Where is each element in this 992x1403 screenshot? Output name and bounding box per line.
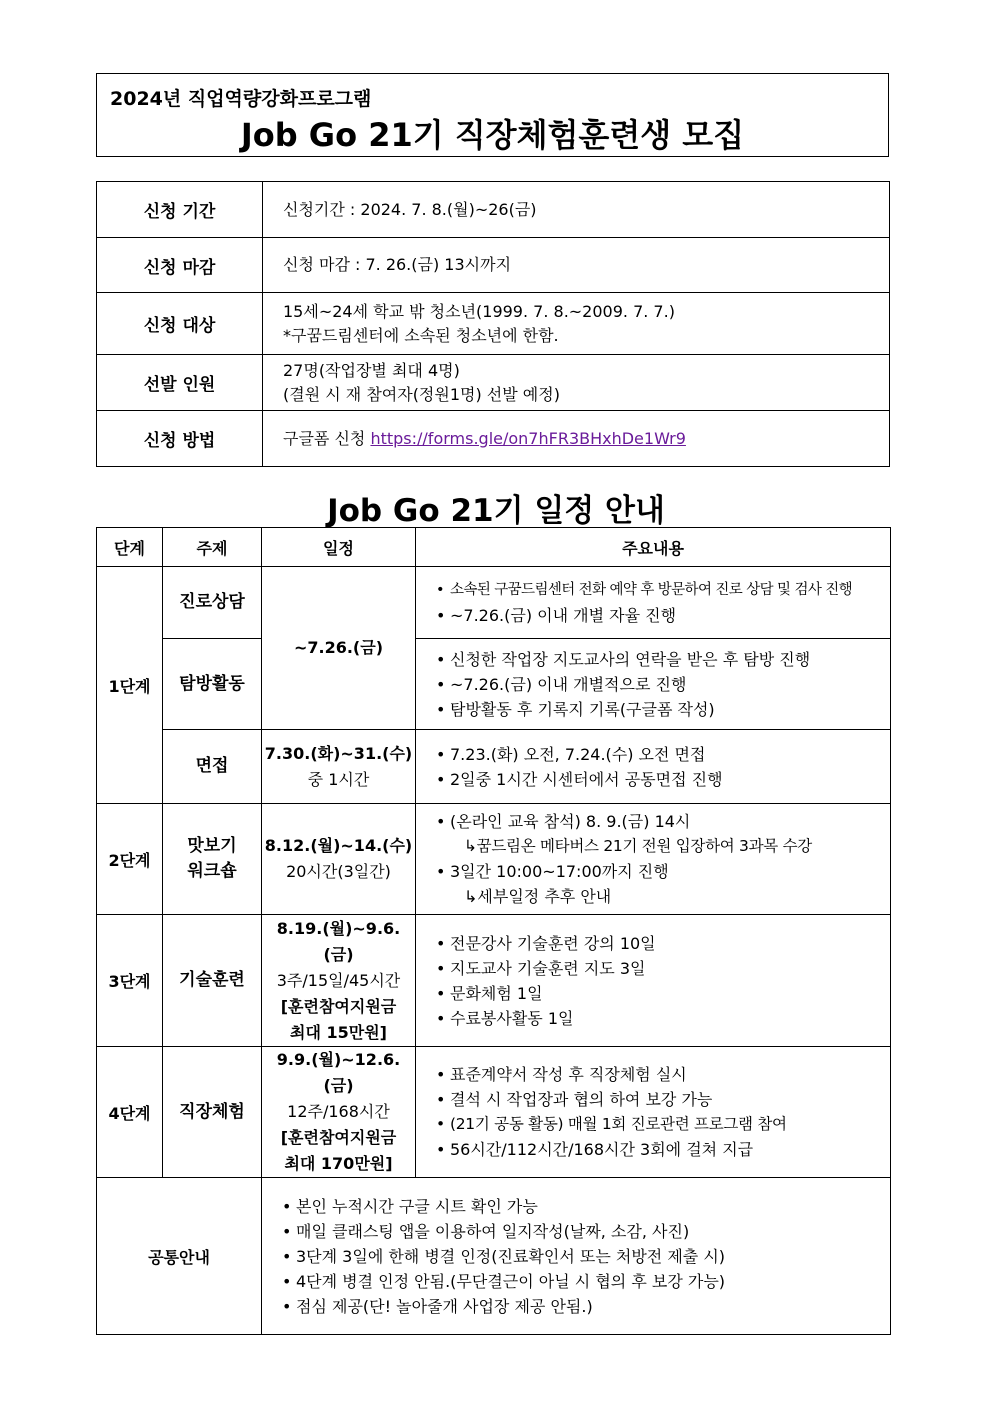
info-value: 15세~24세 학교 밖 청소년(1999. 7. 8.~2009. 7. 7.) *구꿈드림센터에 소속된 청소년에 한함. (263, 293, 890, 355)
schedule-date: 7.30.(화)~31.(수) 중 1시간 (262, 730, 416, 804)
list-item: • 점심 제공(단! 놀아줄개 사업장 제공 안됨.) (282, 1294, 890, 1319)
schedule-header-row (97, 528, 891, 567)
table-row (97, 730, 891, 804)
schedule-date: ~7.26.(금) (262, 567, 416, 730)
content-cell (416, 730, 891, 804)
content-cell (416, 915, 891, 1047)
content-cell (416, 639, 891, 730)
list-item: • 3단계 3일에 한해 병결 인정(진료확인서 또는 처방전 제출 시) (282, 1244, 890, 1269)
list-item: • 결석 시 작업장과 협의 하여 보강 가능 (436, 1087, 890, 1112)
list-item: • 4단계 병결 인정 안됨.(무단결근이 아닐 시 협의 후 보강 가능) (282, 1269, 890, 1294)
list-item: • 탐방활동 후 기록지 기록(구글폼 작성) (436, 697, 890, 722)
list-item: • 수료봉사활동 1일 (436, 1006, 890, 1031)
content-cell (416, 804, 891, 915)
topic-label: 맛보기 워크숍 (163, 804, 262, 915)
list-item: • 소속된 구꿈드림센터 전화 예약 후 방문하여 진로 상담 및 검사 진행 (436, 578, 890, 603)
info-row-count (97, 355, 890, 411)
info-key: 신청 대상 (97, 293, 263, 355)
content-cell (416, 567, 891, 639)
info-key: 신청 방법 (97, 411, 263, 467)
list-item: • 표준계약서 작성 후 직장체험 실시 (436, 1062, 890, 1087)
schedule-date: 8.19.(월)~9.6.(금) 3주/15일/45시간 [훈련참여지원금 최대 15만원] (262, 915, 416, 1047)
header-topic: 주제 (163, 528, 262, 567)
table-row (97, 915, 891, 1047)
content-cell (416, 1047, 891, 1178)
schedule-date: 9.9.(월)~12.6.(금) 12주/168시간 [훈련참여지원금 최대 170만원] (262, 1047, 416, 1178)
info-key: 선발 인원 (97, 355, 263, 411)
schedule-title: Job Go 21기 일정 안내 (327, 493, 665, 529)
topic-label: 탐방활동 (163, 639, 262, 730)
list-item: • 전문강사 기술훈련 강의 10일 (436, 931, 890, 956)
info-key: 신청 마감 (97, 238, 263, 293)
info-value: 신청기간 : 2024. 7. 8.(월)~26(금) (263, 182, 890, 238)
info-row-deadline (97, 238, 890, 293)
document-subtitle: 2024년 직업역량강화프로그램 (110, 88, 372, 110)
topic-label: 기술훈련 (163, 915, 262, 1047)
list-item: • 7.23.(화) 오전, 7.24.(수) 오전 면접 (436, 742, 890, 767)
google-form-link[interactable]: https://forms.gle/on7hFR3BHxhDe1Wr9 (370, 428, 686, 448)
list-item: • 지도교사 기술훈련 지도 3일 (436, 956, 890, 981)
list-item: • ~7.26.(금) 이내 개별적으로 진행 (436, 672, 890, 697)
content-cell (262, 1178, 891, 1335)
list-item: • 문화체험 1일 (436, 981, 890, 1006)
info-value: 27명(작업장별 최대 4명) (결원 시 재 참여자(정원1명) 선발 예정) (263, 355, 890, 411)
list-item: • 본인 누적시간 구글 시트 확인 가능 (282, 1194, 890, 1219)
application-info-table (96, 181, 890, 467)
topic-label: 진로상담 (163, 567, 262, 639)
list-item: • 신청한 작업장 지도교사의 연락을 받은 후 탐방 진행 (436, 647, 890, 672)
info-value: 신청 마감 : 7. 26.(금) 13시까지 (263, 238, 890, 293)
list-item: • (21기 공동 활동) 매월 1회 진로관련 프로그램 참여 (436, 1112, 890, 1137)
list-item: ↳꿈드림온 메타버스 21기 전원 입장하여 3과목 수강 (464, 837, 812, 855)
header-stage: 단계 (97, 528, 163, 567)
list-item: • 2일중 1시간 시센터에서 공동면접 진행 (436, 767, 890, 792)
table-row (97, 804, 891, 915)
table-row (97, 639, 891, 730)
table-row (97, 1178, 891, 1335)
title-box (96, 73, 889, 157)
info-value: 구글폼 신청 https://forms.gle/on7hFR3BHxhDe1Wr9 (263, 411, 890, 467)
header-content: 주요내용 (416, 528, 891, 567)
list-item: • ~7.26.(금) 이내 개별 자율 진행 (436, 603, 890, 628)
stage-label: 2단계 (97, 804, 163, 915)
topic-label: 면접 (163, 730, 262, 804)
table-row (97, 567, 891, 639)
list-item: • 56시간/112시간/168시간 3회에 걸쳐 지급 (436, 1137, 890, 1162)
schedule-date: 8.12.(월)~14.(수) 20시간(3일간) (262, 804, 416, 915)
document-title: Job Go 21기 직장체험훈련생 모집 (240, 116, 745, 154)
stage-label: 3단계 (97, 915, 163, 1047)
topic-label: 직장체험 (163, 1047, 262, 1178)
common-label: 공통안내 (97, 1178, 262, 1335)
info-key: 신청 기간 (97, 182, 263, 238)
stage-label: 1단계 (97, 567, 163, 804)
stage-label: 4단계 (97, 1047, 163, 1178)
header-date: 일정 (262, 528, 416, 567)
schedule-table (96, 527, 891, 1335)
list-item: ↳세부일정 추후 안내 (464, 887, 612, 906)
info-row-method (97, 411, 890, 467)
info-row-target (97, 293, 890, 355)
list-item: • (온라인 교육 참석) 8. 9.(금) 14시 (436, 809, 890, 834)
list-item: • 매일 클래스팅 앱을 이용하여 일지작성(날짜, 소감, 사진) (282, 1219, 890, 1244)
info-row-period (97, 182, 890, 238)
table-row (97, 1047, 891, 1178)
list-item: • 3일간 10:00~17:00까지 진행 (436, 859, 890, 884)
